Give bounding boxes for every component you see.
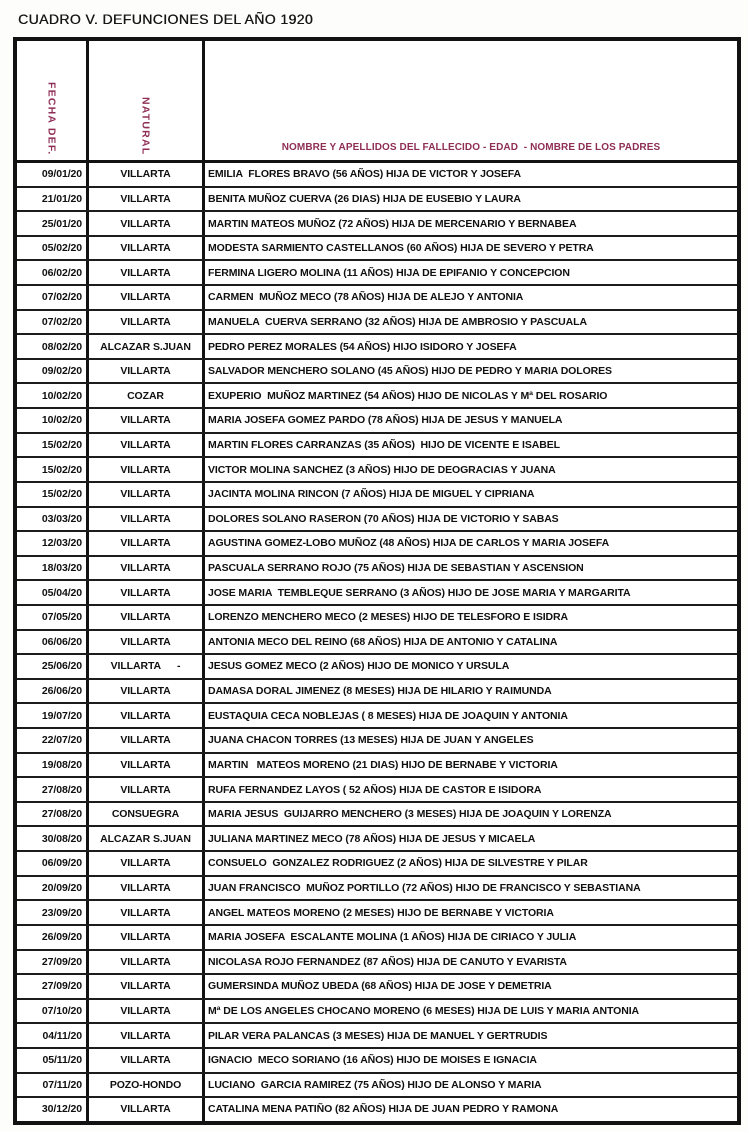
cell-fecha-def: 15/02/20 xyxy=(17,434,89,457)
cell-nombre: ANGEL MATEOS MORENO (2 MESES) HIJO DE BERNABE Y VICTORIA xyxy=(208,906,554,919)
cell-natural: VILLARTA xyxy=(89,926,205,949)
cell-natural: VILLARTA xyxy=(89,1024,205,1047)
cell-natural: VILLARTA xyxy=(89,680,205,703)
cell-natural: VILLARTA xyxy=(89,261,205,284)
cell-nombre: Mª DE LOS ANGELES CHOCANO MORENO (6 MESES) HIJA DE LUIS Y MARIA ANTONIA xyxy=(208,1005,640,1018)
column-header-natural xyxy=(89,41,205,160)
column-header-fecha-def xyxy=(17,41,89,160)
cell-nombre: RUFA FERNANDEZ LAYOS ( 52 AÑOS) HIJA DE CASTOR E ISIDORA xyxy=(208,783,542,796)
cell-nombre: DAMASA DORAL JIMENEZ (8 MESES) HIJA DE HILARIO Y RAIMUNDA xyxy=(208,685,552,698)
table-row xyxy=(17,1000,737,1025)
cell-nombre: IGNACIO MECO SORIANO (16 AÑOS) HIJO DE MOISES E IGNACIA xyxy=(208,1054,537,1067)
table-row xyxy=(17,335,737,360)
cell-fecha-def: 30/12/20 xyxy=(17,1098,89,1121)
cell-natural: VILLARTA xyxy=(89,901,205,924)
table-row xyxy=(17,532,737,557)
cell-fecha-def: 03/03/20 xyxy=(17,508,89,531)
cell-fecha-def: 05/02/20 xyxy=(17,237,89,260)
cell-nombre: PEDRO PEREZ MORALES (54 AÑOS) HIJO ISIDORO Y JOSEFA xyxy=(208,340,517,353)
cell-nombre: PILAR VERA PALANCAS (3 MESES) HIJA DE MANUEL Y GERTRUDIS xyxy=(208,1029,548,1042)
cell-fecha-def: 10/02/20 xyxy=(17,384,89,407)
cell-natural: VILLARTA xyxy=(89,1000,205,1023)
column-header-nombre-label: NOMBRE Y APELLIDOS DEL FALLECIDO - EDAD - NOMBRE DE LOS PADRES xyxy=(281,142,661,153)
table-row xyxy=(17,483,737,508)
cell-natural: VILLARTA xyxy=(89,286,205,309)
cell-nombre: MARTIN MATEOS MORENO (21 DIAS) HIJO DE BERNABE Y VICTORIA xyxy=(208,758,558,771)
cell-fecha-def: 09/02/20 xyxy=(17,360,89,383)
cell-natural: VILLARTA xyxy=(89,729,205,752)
cell-fecha-def: 26/06/20 xyxy=(17,680,89,703)
cell-nombre: EXUPERIO MUÑOZ MARTINEZ (54 AÑOS) HIJO DE NICOLAS Y Mª DEL ROSARIO xyxy=(208,389,608,402)
table-row xyxy=(17,778,737,803)
table-row xyxy=(17,409,737,434)
table-row xyxy=(17,1074,737,1099)
cell-nombre: MANUELA CUERVA SERRANO (32 AÑOS) HIJA DE AMBROSIO Y PASCUALA xyxy=(208,315,587,328)
cell-natural: VILLARTA xyxy=(89,852,205,875)
table-row xyxy=(17,901,737,926)
cell-fecha-def: 26/09/20 xyxy=(17,926,89,949)
cell-nombre: JOSE MARIA TEMBLEQUE SERRANO (3 AÑOS) HIJO DE JOSE MARIA Y MARGARITA xyxy=(208,586,631,599)
cell-nombre: JACINTA MOLINA RINCON (7 AÑOS) HIJA DE MIGUEL Y CIPRIANA xyxy=(208,488,535,501)
cell-nombre: JULIANA MARTINEZ MECO (78 AÑOS) HIJA DE JESUS Y MICAELA xyxy=(208,832,536,845)
cell-fecha-def: 25/06/20 xyxy=(17,655,89,678)
cell-natural: VILLARTA xyxy=(89,704,205,727)
cell-natural: VILLARTA xyxy=(89,754,205,777)
cell-fecha-def: 07/10/20 xyxy=(17,1000,89,1023)
table-row xyxy=(17,680,737,705)
cell-nombre: LUCIANO GARCIA RAMIREZ (75 AÑOS) HIJO DE ALONSO Y MARIA xyxy=(208,1078,542,1091)
cell-nombre: MARIA JOSEFA ESCALANTE MOLINA (1 AÑOS) HIJA DE CIRIACO Y JULIA xyxy=(208,931,577,944)
cell-fecha-def: 08/02/20 xyxy=(17,335,89,358)
cell-fecha-def: 05/04/20 xyxy=(17,581,89,604)
table-header-row xyxy=(17,41,737,163)
cell-natural: VILLARTA xyxy=(89,409,205,432)
table-body xyxy=(17,163,737,1121)
cell-fecha-def: 23/09/20 xyxy=(17,901,89,924)
cell-fecha-def: 27/09/20 xyxy=(17,951,89,974)
cell-nombre: LORENZO MENCHERO MECO (2 MESES) HIJO DE TELESFORO E ISIDRA xyxy=(208,611,568,624)
cell-fecha-def: 07/05/20 xyxy=(17,606,89,629)
table-row xyxy=(17,508,737,533)
cell-nombre: ANTONIA MECO DEL REINO (68 AÑOS) HIJA DE ANTONIO Y CATALINA xyxy=(208,635,558,648)
cell-natural: VILLARTA xyxy=(89,311,205,334)
cell-natural: ALCAZAR S.JUAN xyxy=(89,827,205,850)
cell-fecha-def: 15/02/20 xyxy=(17,483,89,506)
table-row xyxy=(17,286,737,311)
cell-natural: COZAR xyxy=(89,384,205,407)
cell-nombre: VICTOR MOLINA SANCHEZ (3 AÑOS) HIJO DE DEOGRACIAS Y JUANA xyxy=(208,463,556,476)
cell-natural: VILLARTA xyxy=(89,581,205,604)
cell-fecha-def: 19/07/20 xyxy=(17,704,89,727)
cell-natural: VILLARTA xyxy=(89,163,205,186)
cell-nombre: GUMERSINDA MUÑOZ UBEDA (68 AÑOS) HIJA DE JOSE Y DEMETRIA xyxy=(208,980,552,993)
cell-natural: VILLARTA xyxy=(89,951,205,974)
table-row xyxy=(17,188,737,213)
cell-fecha-def: 07/11/20 xyxy=(17,1074,89,1097)
table-row xyxy=(17,754,737,779)
cell-nombre: NICOLASA ROJO FERNANDEZ (87 AÑOS) HIJA DE CANUTO Y EVARISTA xyxy=(208,955,567,968)
table-row xyxy=(17,458,737,483)
cell-fecha-def: 06/09/20 xyxy=(17,852,89,875)
table-row xyxy=(17,631,737,656)
table-row xyxy=(17,434,737,459)
cell-natural: VILLARTA - xyxy=(89,655,205,678)
table-row xyxy=(17,951,737,976)
cell-natural: VILLARTA xyxy=(89,975,205,998)
table-row xyxy=(17,655,737,680)
table-row xyxy=(17,384,737,409)
cell-fecha-def: 15/02/20 xyxy=(17,458,89,481)
cell-natural: VILLARTA xyxy=(89,483,205,506)
table-row xyxy=(17,606,737,631)
cell-nombre: CATALINA MENA PATIÑO (82 AÑOS) HIJA DE JUAN PEDRO Y RAMONA xyxy=(208,1103,559,1116)
table-row xyxy=(17,852,737,877)
cell-fecha-def: 22/07/20 xyxy=(17,729,89,752)
cell-nombre: AGUSTINA GOMEZ-LOBO MUÑOZ (48 AÑOS) HIJA DE CARLOS Y MARIA JOSEFA xyxy=(208,537,610,550)
table-row xyxy=(17,581,737,606)
table-row xyxy=(17,557,737,582)
cell-fecha-def: 27/08/20 xyxy=(17,778,89,801)
cell-natural: ALCAZAR S.JUAN xyxy=(89,335,205,358)
cell-nombre: MARTIN MATEOS MUÑOZ (72 AÑOS) HIJA DE MERCENARIO Y BERNABEA xyxy=(208,217,577,230)
cell-natural: VILLARTA xyxy=(89,532,205,555)
cell-nombre: SALVADOR MENCHERO SOLANO (45 AÑOS) HIJO DE PEDRO Y MARIA DOLORES xyxy=(208,365,612,378)
cell-natural: VILLARTA xyxy=(89,557,205,580)
table-row xyxy=(17,1049,737,1074)
cell-nombre: JESUS GOMEZ MECO (2 AÑOS) HIJO DE MONICO Y URSULA xyxy=(208,660,510,673)
column-header-nombre xyxy=(205,41,737,160)
defunciones-table xyxy=(13,37,741,1125)
cell-fecha-def: 27/09/20 xyxy=(17,975,89,998)
table-row xyxy=(17,827,737,852)
cell-natural: VILLARTA xyxy=(89,237,205,260)
table-row xyxy=(17,237,737,262)
document-title: CUADRO V. DEFUNCIONES DEL AÑO 1920 xyxy=(18,11,313,27)
cell-nombre: JUANA CHACON TORRES (13 MESES) HIJA DE JUAN Y ANGELES xyxy=(208,734,534,747)
cell-natural: VILLARTA xyxy=(89,212,205,235)
cell-fecha-def: 25/01/20 xyxy=(17,212,89,235)
cell-fecha-def: 20/09/20 xyxy=(17,877,89,900)
table-row xyxy=(17,975,737,1000)
cell-fecha-def: 21/01/20 xyxy=(17,188,89,211)
cell-natural: VILLARTA xyxy=(89,188,205,211)
cell-fecha-def: 18/03/20 xyxy=(17,557,89,580)
cell-fecha-def: 06/02/20 xyxy=(17,261,89,284)
table-row xyxy=(17,212,737,237)
cell-natural: VILLARTA xyxy=(89,1098,205,1121)
cell-natural: POZO-HONDO xyxy=(89,1074,205,1097)
table-row xyxy=(17,163,737,188)
natural-dash-mark: - xyxy=(176,660,181,673)
cell-nombre: MARIA JOSEFA GOMEZ PARDO (78 AÑOS) HIJA DE JESUS Y MANUELA xyxy=(208,414,563,427)
column-header-natural-label: NATURAL xyxy=(139,96,152,155)
cell-nombre: BENITA MUÑOZ CUERVA (26 DIAS) HIJA DE EUSEBIO Y LAURA xyxy=(208,192,521,205)
cell-nombre: PASCUALA SERRANO ROJO (75 AÑOS) HIJA DE SEBASTIAN Y ASCENSION xyxy=(208,562,584,575)
cell-fecha-def: 09/01/20 xyxy=(17,163,89,186)
cell-nombre: CARMEN MUÑOZ MECO (78 AÑOS) HIJA DE ALEJO Y ANTONIA xyxy=(208,291,524,304)
column-header-fecha-def-label: FECHA DEF. xyxy=(45,81,58,155)
cell-nombre: MARIA JESUS GUIJARRO MENCHERO (3 MESES) HIJA DE JOAQUIN Y LORENZA xyxy=(208,808,612,821)
cell-nombre: DOLORES SOLANO RASERON (70 AÑOS) HIJA DE VICTORIO Y SABAS xyxy=(208,512,559,525)
table-row xyxy=(17,803,737,828)
cell-natural: VILLARTA xyxy=(89,458,205,481)
cell-fecha-def: 27/08/20 xyxy=(17,803,89,826)
cell-nombre: JUAN FRANCISCO MUÑOZ PORTILLO (72 AÑOS) HIJO DE FRANCISCO Y SEBASTIANA xyxy=(208,881,641,894)
cell-fecha-def: 07/02/20 xyxy=(17,311,89,334)
cell-nombre: EMILIA FLORES BRAVO (56 AÑOS) HIJA DE VICTOR Y JOSEFA xyxy=(208,168,521,181)
table-row xyxy=(17,877,737,902)
table-row xyxy=(17,704,737,729)
cell-fecha-def: 30/08/20 xyxy=(17,827,89,850)
table-row xyxy=(17,261,737,286)
cell-natural: VILLARTA xyxy=(89,1049,205,1072)
cell-fecha-def: 19/08/20 xyxy=(17,754,89,777)
cell-nombre: MARTIN FLORES CARRANZAS (35 AÑOS) HIJO DE VICENTE E ISABEL xyxy=(208,439,560,451)
cell-natural: VILLARTA xyxy=(89,606,205,629)
cell-fecha-def: 06/06/20 xyxy=(17,631,89,654)
cell-fecha-def: 07/02/20 xyxy=(17,286,89,309)
cell-fecha-def: 12/03/20 xyxy=(17,532,89,555)
cell-natural: CONSUEGRA xyxy=(89,803,205,826)
cell-natural: VILLARTA xyxy=(89,360,205,383)
cell-nombre: MODESTA SARMIENTO CASTELLANOS (60 AÑOS) HIJA DE SEVERO Y PETRA xyxy=(208,242,594,255)
cell-natural: VILLARTA xyxy=(89,508,205,531)
table-row xyxy=(17,360,737,385)
cell-natural: VILLARTA xyxy=(89,434,205,457)
table-row xyxy=(17,729,737,754)
cell-nombre: CONSUELO GONZALEZ RODRIGUEZ (2 AÑOS) HIJA DE SILVESTRE Y PILAR xyxy=(208,857,588,870)
cell-fecha-def: 05/11/20 xyxy=(17,1049,89,1072)
cell-natural: VILLARTA xyxy=(89,877,205,900)
table-row xyxy=(17,1098,737,1121)
cell-fecha-def: 10/02/20 xyxy=(17,409,89,432)
table-row xyxy=(17,311,737,336)
cell-fecha-def: 04/11/20 xyxy=(17,1024,89,1047)
cell-nombre: EUSTAQUIA CECA NOBLEJAS ( 8 MESES) HIJA DE JOAQUIN Y ANTONIA xyxy=(208,709,568,722)
cell-natural: VILLARTA xyxy=(89,631,205,654)
cell-natural: VILLARTA xyxy=(89,778,205,801)
table-row xyxy=(17,926,737,951)
table-row xyxy=(17,1024,737,1049)
cell-nombre: FERMINA LIGERO MOLINA (11 AÑOS) HIJA DE EPIFANIO Y CONCEPCION xyxy=(208,266,570,279)
